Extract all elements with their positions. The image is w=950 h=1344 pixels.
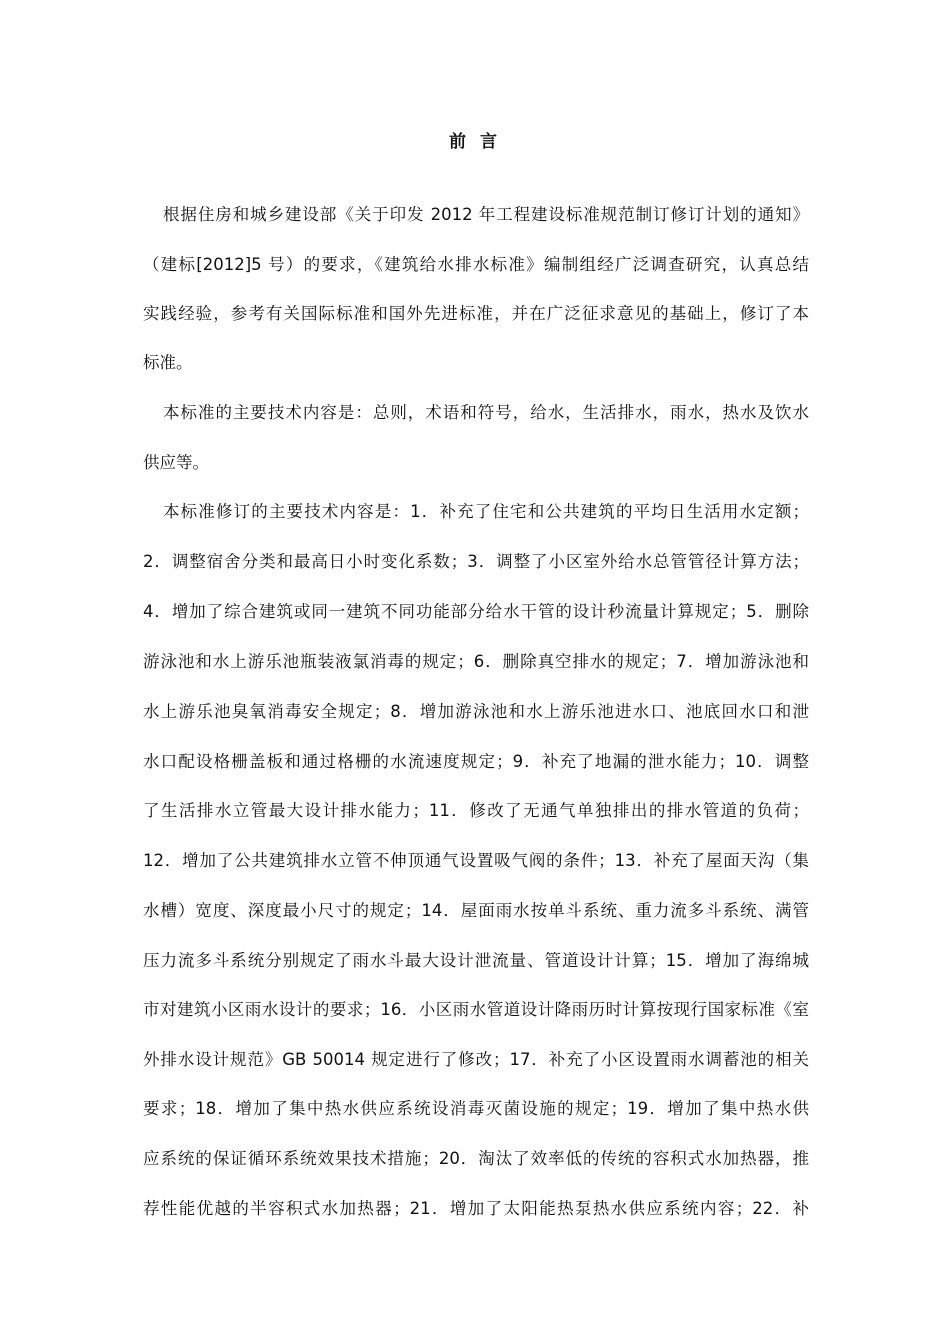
paragraph-line: 游泳池和水上游乐池瓶装液氯消毒的规定；6．删除真空排水的规定；7．增加游泳池和	[143, 652, 809, 671]
paragraph-line: 本标准的主要技术内容是：总则，术语和符号，给水，生活排水，雨水，热水及饮水	[163, 403, 809, 422]
paragraph-line: 供应等。	[143, 453, 209, 472]
paragraph-line: 压力流多斗系统分别规定了雨水斗最大设计泄流量、管道设计计算；15．增加了海绵城	[143, 951, 809, 970]
page-title: 前 言	[449, 132, 501, 152]
paragraph-line: 2．调整宿舍分类和最高日小时变化系数；3．调整了小区室外给水总管管径计算方法；	[143, 552, 809, 571]
paragraph-line: 了生活排水立管最大设计排水能力；11．修改了无通气单独排出的排水管道的负荷；	[143, 801, 809, 820]
paragraph-line: 水上游乐池臭氧消毒安全规定；8．增加游泳池和水上游乐池进水口、池底回水口和泄	[143, 702, 809, 721]
paragraph-line: 外排水设计规范》GB 50014 规定进行了修改；17．补充了小区设置雨水调蓄池的相关	[143, 1050, 809, 1069]
paragraph-line: 4．增加了综合建筑或同一建筑不同功能部分给水干管的设计秒流量计算规定；5．删除	[143, 602, 809, 621]
paragraph-line: 12．增加了公共建筑排水立管不伸顶通气设置吸气阀的条件；13．补充了屋面天沟（集	[143, 851, 809, 870]
paragraph-line: 实践经验，参考有关国际标准和国外先进标准，并在广泛征求意见的基础上，修订了本	[143, 304, 809, 323]
paragraph-line: 要求；18．增加了集中热水供应系统设消毒灭菌设施的规定；19．增加了集中热水供	[143, 1099, 809, 1118]
paragraph-line: 本标准修订的主要技术内容是：1．补充了住宅和公共建筑的平均日生活用水定额；	[163, 502, 809, 521]
paragraph-line: （建标[2012]5 号）的要求，《建筑给水排水标准》编制组经广泛调查研究，认真总结	[143, 255, 809, 274]
paragraph-line: 标准。	[143, 353, 193, 372]
paragraph-line: 荐性能优越的半容积式水加热器；21．增加了太阳能热泵热水供应系统内容；22．补	[143, 1199, 809, 1218]
paragraph-line: 应系统的保证循环系统效果技术措施；20．淘汰了效率低的传统的容积式水加热器，推	[143, 1149, 809, 1168]
paragraph-line: 水槽）宽度、深度最小尺寸的规定；14．屋面雨水按单斗系统、重力流多斗系统、满管	[143, 901, 809, 920]
paragraph-line: 水口配设格栅盖板和通过格栅的水流速度规定；9．补充了地漏的泄水能力；10．调整	[143, 752, 809, 771]
paragraph-line: 市对建筑小区雨水设计的要求；16．小区雨水管道设计降雨历时计算按现行国家标准《室	[143, 1000, 809, 1019]
paragraph-line: 根据住房和城乡建设部《关于印发 2012 年工程建设标准规范制订修订计划的通知》	[163, 205, 809, 224]
